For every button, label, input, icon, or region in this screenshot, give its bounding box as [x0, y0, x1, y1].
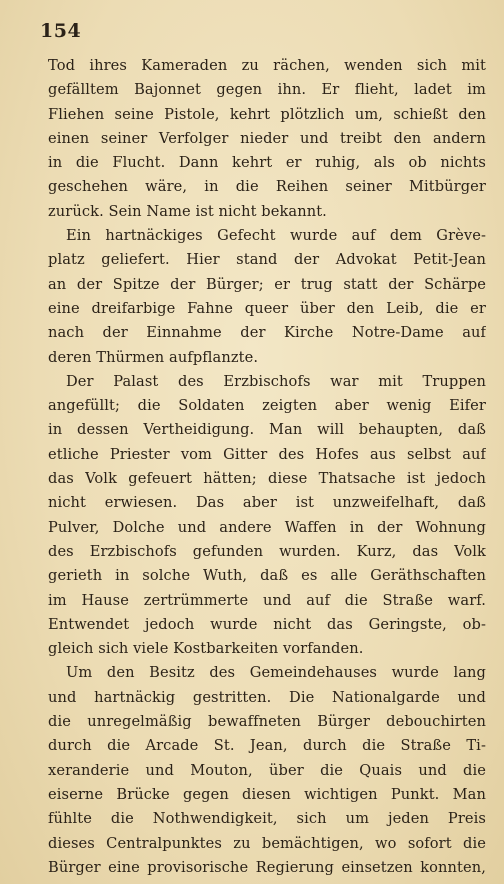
- text-line: Um den Besitz des Gemeindehauses wurde lang: [66, 664, 486, 682]
- text-line: gerieth in solche Wuth, daß es alle Geräthschaften: [48, 567, 486, 585]
- body-text: [48, 54, 486, 880]
- text-line: Pulver, Dolche und andere Waffen in der Wohnung: [48, 518, 486, 536]
- text-line: Fliehen seine Pistole, kehrt plötzlich um, schießt den: [48, 105, 486, 123]
- text-line: in dessen Vertheidigung. Man will behaupten, daß: [48, 421, 486, 439]
- text-line: xeranderie und Mouton, über die Quais und die: [48, 761, 486, 779]
- text-line: im Hause zertrümmerte und auf die Straße warf.: [48, 591, 486, 609]
- text-line: zurück. Sein Name ist nicht bekannt.: [48, 202, 327, 220]
- text-line: Ein hartnäckiges Gefecht wurde auf dem Grève-: [66, 227, 486, 245]
- text-line: platz geliefert. Hier stand der Advokat Petit-Jean: [48, 251, 486, 269]
- text-line: fühlte die Nothwendigkeit, sich um jeden Preis: [48, 810, 486, 828]
- text-line: eine dreifarbige Fahne queer über den Leib, die er: [48, 299, 486, 317]
- text-line: angefüllt; die Soldaten zeigten aber wenig Eifer: [48, 397, 486, 415]
- text-line: deren Thürmen aufpflanzte.: [48, 348, 259, 366]
- text-line: Der Palast des Erzbischofs war mit Truppen: [66, 372, 486, 390]
- text-line: nach der Einnahme der Kirche Notre-Dame auf: [48, 324, 486, 342]
- text-line: gleich sich viele Kostbarkeiten vorfanden.: [48, 640, 364, 658]
- text-line: dieses Centralpunktes zu bemächtigen, wo sofort die: [48, 834, 486, 852]
- text-line: eiserne Brücke gegen diesen wichtigen Punkt. Man: [48, 785, 486, 803]
- text-line: und hartnäckig gestritten. Die Nationalgarde und: [48, 688, 486, 706]
- text-line: in die Flucht. Dann kehrt er ruhig, als ob nichts: [48, 154, 486, 172]
- text-line: einen seiner Verfolger nieder und treibt den andern: [48, 129, 486, 147]
- text-line: durch die Arcade St. Jean, durch die Straße Ti-: [48, 737, 486, 755]
- text-line: gefälltem Bajonnet gegen ihn. Er flieht, ladet im: [48, 81, 486, 99]
- page-number: 154: [40, 20, 82, 42]
- text-line: an der Spitze der Bürger; er trug statt der Schärpe: [48, 275, 486, 293]
- text-line: des Erzbischofs gefunden wurden. Kurz, das Volk: [48, 542, 486, 560]
- text-line: etliche Priester vom Gitter des Hofes aus selbst auf: [48, 445, 486, 463]
- text-line: das Volk gefeuert hätten; diese Thatsache ist jedoch: [48, 470, 486, 488]
- text-line: Tod ihres Kameraden zu rächen, wenden sich mit: [48, 57, 486, 74]
- text-line: die unregelmäßig bewaffneten Bürger debouchirten: [48, 713, 486, 731]
- text-line: Bürger eine provisorische Regierung einsetzen konnten,: [48, 858, 486, 876]
- text-line: nicht erwiesen. Das aber ist unzweifelhaft, daß: [48, 494, 486, 512]
- text-line: geschehen wäre, in die Reihen seiner Mitbürger: [48, 178, 486, 196]
- text-line: Entwendet jedoch wurde nicht das Geringste, ob-: [48, 615, 486, 633]
